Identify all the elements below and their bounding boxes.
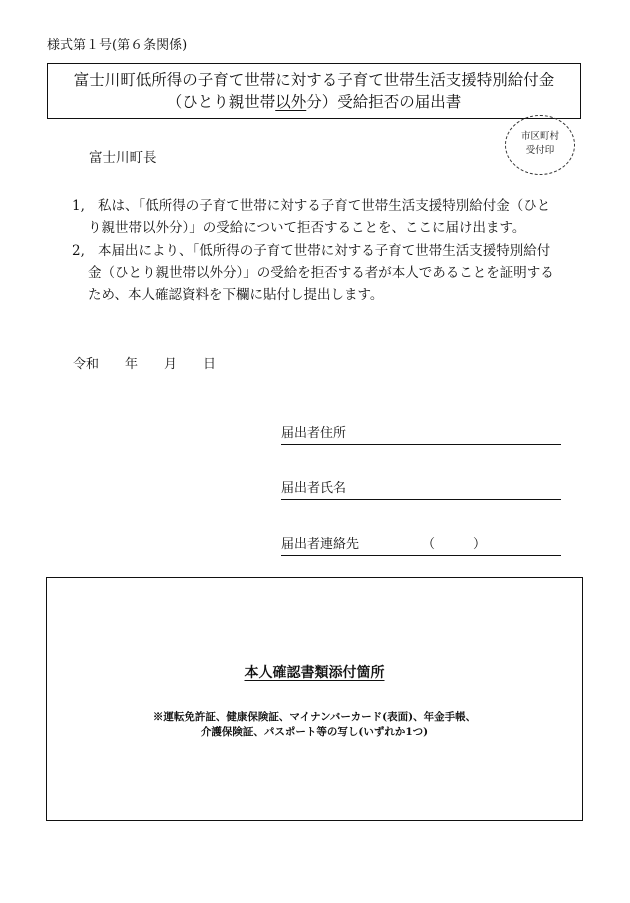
address-field[interactable] <box>281 424 561 445</box>
id-document-attachment-box <box>46 577 583 821</box>
id-note-line-1: ※運転免許証、健康保険証、マイナンバーカード(表面)、年金手帳、 <box>152 711 477 723</box>
title-line-2-suffix: 分）受給拒否の届出書 <box>306 93 462 111</box>
paragraph-2-number: 2, <box>72 243 85 259</box>
title-line-2 <box>48 91 580 113</box>
reception-stamp-area <box>505 115 575 175</box>
paragraph-1 <box>72 195 562 239</box>
address-label: 届出者住所 <box>281 426 347 441</box>
title-underlined-word: 以外 <box>275 93 307 111</box>
paragraph-1-text: 私は、「低所得の子育て世帯に対する子育て世帯生活支援特別給付金（ひとり親世帯以外分）」の受給について拒否することを、ここに届け出ます。 <box>88 198 551 236</box>
id-section-title: 本人確認書類添付箇所 <box>244 665 385 681</box>
contact-paren-open: （ <box>422 537 436 552</box>
date-month: 月 <box>164 357 178 372</box>
name-field[interactable] <box>281 479 561 500</box>
paragraph-2-text: 本届出により、「低所得の子育て世帯に対する子育て世帯生活支援特別給付金（ひとり親世帯以外分）」の受給を拒否する者が本人であることを証明するため、本人確認資料を下欄に貼付し提出します。 <box>88 243 554 303</box>
id-section-note <box>47 710 582 740</box>
title-line-1: 富士川町低所得の子育て世帯に対する子育て世帯生活支援特別給付金 <box>73 71 555 89</box>
stamp-line-1: 市区町村 <box>520 131 559 142</box>
paragraph-1-number: 1, <box>72 198 85 214</box>
document-title-box <box>47 63 581 119</box>
date-day: 日 <box>203 357 217 372</box>
date-era: 令和 <box>73 357 100 372</box>
contact-label: 届出者連絡先 <box>281 537 360 552</box>
stamp-line-2: 受付印 <box>525 145 555 156</box>
name-label: 届出者氏名 <box>281 481 347 496</box>
contact-field[interactable] <box>281 535 561 556</box>
date-line <box>73 353 242 372</box>
id-note-line-2: 介護保険証、パスポート等の写し(いずれか1つ) <box>200 726 429 738</box>
title-line-2-prefix: （ひとり親世帯 <box>166 93 276 111</box>
form-number: 様式第１号(第６条関係) <box>47 38 188 53</box>
contact-paren-close: ） <box>473 537 487 552</box>
recipient: 富士川町長 <box>89 150 157 166</box>
date-year: 年 <box>125 357 139 372</box>
paragraph-2 <box>72 240 562 306</box>
